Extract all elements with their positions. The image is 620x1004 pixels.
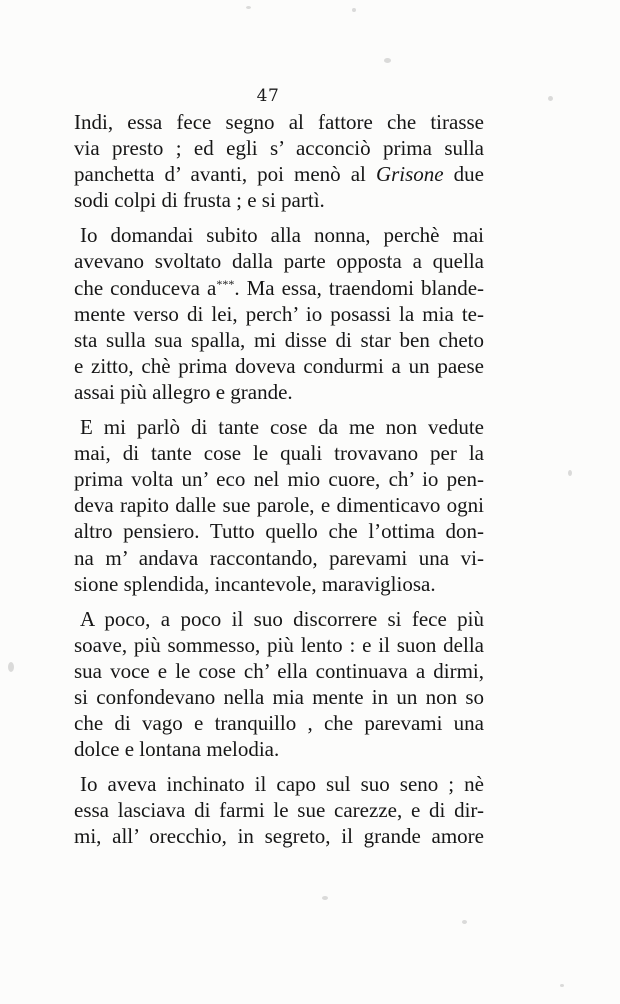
paper-speck	[462, 920, 467, 924]
text-line: mente verso di lei, perch’ io posassi la mia te-	[74, 301, 484, 326]
text-line: soave, più sommesso, più lento : e il suon della	[74, 632, 484, 657]
text-line: E mi parlò di tante cose da me non vedute	[80, 415, 484, 440]
text-segment: che conduceva a	[74, 275, 217, 300]
paper-speck	[352, 8, 356, 12]
text-line: dolce e lontana melodia.	[74, 737, 280, 762]
text-line: deva rapito dalle sue parole, e dimenticavo ogni	[74, 493, 484, 518]
paper-speck	[246, 6, 251, 9]
text-line: prima volta un’ eco nel mio cuore, ch’ io pen-	[74, 467, 484, 492]
text-line: A poco, a poco il suo discorrere si fece più	[80, 606, 484, 631]
text-segment: due	[443, 162, 484, 187]
paragraph	[74, 414, 484, 597]
paragraph	[74, 222, 484, 405]
page-number: 47	[256, 86, 280, 106]
paragraph	[74, 109, 484, 213]
text-line	[74, 161, 484, 187]
paragraph-gap	[74, 762, 484, 771]
paragraph-gap	[74, 213, 484, 222]
text-line: si confondevano nella mia mente in un non so	[74, 684, 484, 709]
text-line: Io aveva inchinato il capo sul suo seno ; nè	[80, 772, 484, 797]
paper-speck	[568, 470, 572, 476]
body-text	[74, 109, 484, 850]
text-line: essa lasciava di farmi le sue carezze, e di dir-	[74, 798, 484, 823]
paragraph-gap	[74, 405, 484, 414]
text-line: via presto ; ed egli s’ acconciò prima sulla	[74, 136, 484, 161]
text-segment: . Ma essa, traendomi blande-	[234, 275, 484, 300]
text-segment: panchetta d’ avanti, poi menò al	[74, 162, 376, 187]
paper-speck	[322, 896, 328, 900]
asterism-mark: ***	[216, 276, 235, 291]
paragraph	[74, 606, 484, 763]
text-line: sua voce e le cose ch’ ella continuava a dirmi,	[74, 658, 484, 683]
text-line: altro pensiero. Tutto quello che l’ottima don-	[74, 519, 484, 544]
paper-speck	[384, 58, 391, 63]
text-line	[74, 275, 484, 301]
paper-speck	[8, 662, 14, 672]
paragraph	[74, 771, 484, 849]
text-line: avevano svoltato dalla parte opposta a quella	[74, 249, 484, 274]
text-line: mai, di tante cose le quali trovavano per la	[74, 441, 484, 466]
paper-speck	[548, 96, 553, 101]
text-line: e zitto, chè prima doveva condurmi a un paese	[74, 353, 484, 378]
text-line: assai più allegro e grande.	[74, 379, 293, 404]
text-line: sodi colpi di frusta ; e si partì.	[74, 188, 325, 213]
text-line: sione splendida, incantevole, maravigliosa.	[74, 571, 436, 596]
text-line: Indi, essa fece segno al fattore che tirasse	[74, 110, 484, 134]
paragraph-gap	[74, 597, 484, 606]
text-line: na m’ andava raccontando, parevami una vi-	[74, 545, 484, 570]
paper-speck	[560, 984, 564, 987]
text-line: mi, all’ orecchio, in segreto, il grande amore	[74, 824, 484, 849]
text-line: Io domandai subito alla nonna, perchè mai	[80, 223, 484, 248]
italic-name: Grisone	[375, 162, 444, 187]
text-line: che di vago e tranquillo , che parevami una	[74, 711, 484, 736]
text-line: sta sulla sua spalla, mi disse di star ben cheto	[74, 327, 484, 352]
